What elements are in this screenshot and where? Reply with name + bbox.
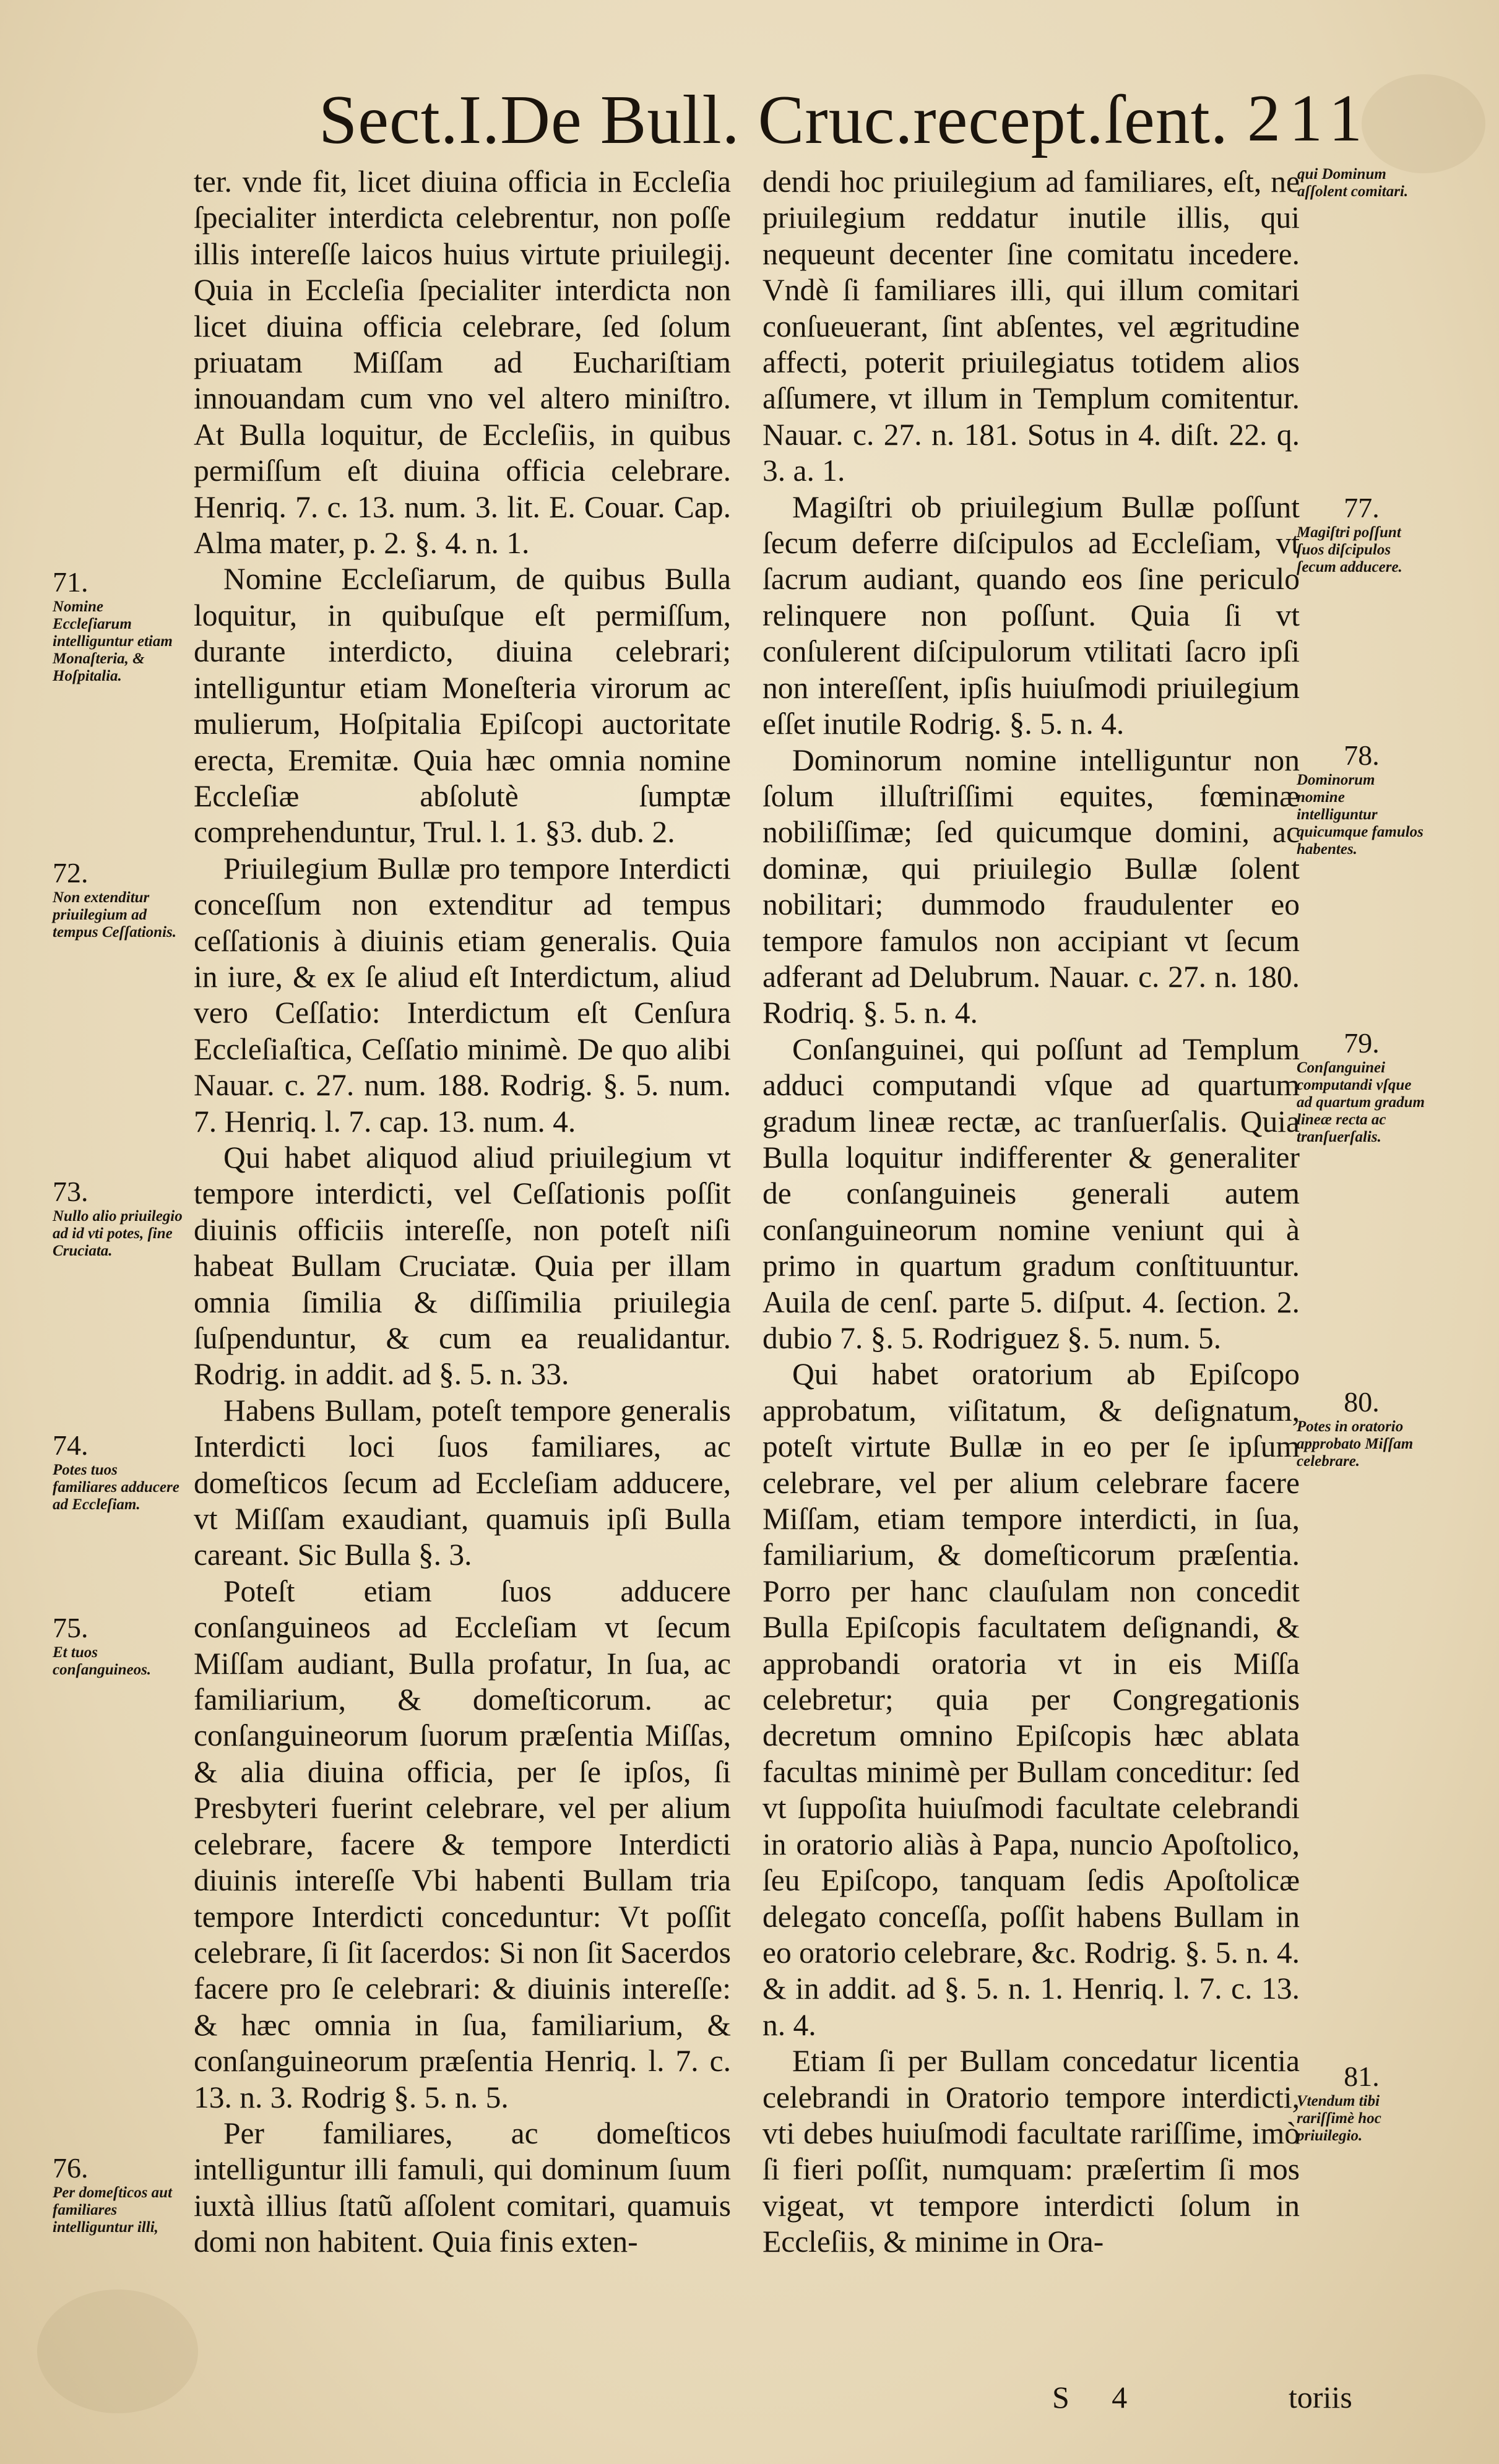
margin-note-text: Non extenditur priuilegium ad tempus Ceſſationis. xyxy=(53,889,177,941)
margin-note xyxy=(1297,2061,1427,2145)
left-column xyxy=(194,164,731,2260)
margin-note-continued: qui Dominum aſſolent comitari. xyxy=(1297,166,1409,200)
section-number: 78. xyxy=(1344,739,1380,771)
right-column xyxy=(762,164,1300,2260)
margin-note xyxy=(1297,1027,1427,1146)
section-number: 81. xyxy=(1344,2061,1380,2092)
margin-note xyxy=(1297,739,1427,858)
catchword: toriis xyxy=(1289,2380,1352,2414)
paragraph: Magiſtri ob priuilegium Bullæ poſſunt ſecum deferre diſcipulos ad Eccleſiam, vt ſacrum audiant, quando eos ſine periculo relinquere non poſſunt. Quia ſi vt conſulerent diſcipulorum vtilitati ſacro ipſi non intereſſent, ipſis huiuſmodi priuilegium eſſet inutile Rodrig. §. 5. n. 4. xyxy=(762,489,1300,741)
paragraph: ter. vnde fit, licet diuina officia in Eccleſia ſpecialiter interdicta celebrentur, non poſſe illis intereſſe laicos huius virtute priuilegij. Quia in Eccleſia ſpecialiter interdicta non licet diuina officia celebrare, ſed ſolum priuatam Miſſam ad Euchariſtiam innouandam cum vno vel altero miniſtro. At Bulla loquitur, de Eccleſiis, in quibus permiſſum eſt diuina officia celebrare. Henriq. 7. c. 13. num. 3. lit. E. Couar. Cap. Alma mater, p. 2. §. 4. n. 1. xyxy=(194,165,731,561)
margin-note-text: Vtendum tibi rariſſimè hoc priuilegio. xyxy=(1297,2093,1381,2144)
paragraph: Priuilegium Bullæ pro tempore Interdicti conceſſum non extenditur ad tempus ceſſationis à diuinis etiam generalis. Quia in iure, & ex ſe aliud eſt Interdictum, aliud vero Ceſſatio: Interdictum eſt Cenſura Eccleſiaſtica, Ceſſatio minimè. De quo alibi Nauar. c. 27. num. 188. Rodrig. §. 5. num. 7. Henriq. l. 7. cap. 13. num. 4. xyxy=(194,851,731,1139)
margin-note xyxy=(53,1176,186,1260)
paragraph: Conſanguinei, qui poſſunt ad Templum adduci computandi vſque ad quartum gradum lineæ rectæ, ac tranſuerſalis. Quia Bulla loquitur indifferenter & generaliter de conſanguineis generali autem conſanguineorum nomine veniunt qui à primo in quartum gradum conſtituuntur. Auila de cenſ. parte 5. diſput. 4. ſection. 2. dubio 7. §. 5. Rodriguez §. 5. num. 5. xyxy=(762,1032,1300,1355)
margin-note-text: Potes tuos familiares adducere ad Eccleſiam. xyxy=(53,1462,179,1513)
section-number: 76. xyxy=(53,2152,89,2184)
section-number: 75. xyxy=(53,1612,89,1643)
margin-note-text: Et tuos conſanguineos. xyxy=(53,1644,152,1678)
margin-note-text: Magiſtri poſſunt ſuos diſcipulos ſecum adducere. xyxy=(1297,524,1402,575)
running-header xyxy=(319,80,1371,161)
signature-mark: S 4 xyxy=(1052,2380,1145,2414)
page-number: 211 xyxy=(1247,82,1371,155)
margin-note-text: Dominorum nomine intelliguntur quicumque famulos habentes. xyxy=(1297,772,1423,858)
margin-note xyxy=(53,566,186,685)
paragraph: Poteſt etiam ſuos adducere conſanguineos ad Eccleſiam vt ſecum Miſſam audiant, Bulla profatur, In ſua, ac familiarium, & domeſticorum. ac conſanguineorum ſuorum præſentia Miſſas, & alia diuina officia, per ſe ipſos, ſi Presbyteri fuerint celebrare, vel per alium celebrare, facere & tempore Interdicti diuinis intereſſe Vbi habenti Bullam tria tempore Interdicti conceduntur: Vt poſſit celebrare, ſi ſit ſacerdos: Si non ſit Sacerdos facere pro ſe celebrari: & diuinis intereſſe: & hæc omnia in ſua, familiarium, & conſanguineorum præſentia Henriq. l. 7. c. 13. n. 3. Rodrig §. 5. n. 5. xyxy=(194,1574,731,2114)
running-title: Sect.I.De Bull. Cruc.recept.ſent. xyxy=(319,82,1229,158)
paper-stain xyxy=(37,2290,198,2413)
section-number: 72. xyxy=(53,857,89,889)
section-number: 74. xyxy=(53,1429,89,1461)
paragraph: Per familiares, ac domeſticos intelliguntur illi famuli, qui dominum ſuum iuxtà illius ſtatũ aſſolent comitari, quamuis domi non habitent. Quia finis exten- xyxy=(194,2116,731,2259)
paragraph: Etiam ſi per Bullam concedatur licentia celebrandi in Oratorio tempore interdicti, vti debes huiuſmodi facultate rariſſime, imò ſi fieri poſſit, numquam: præſertim ſi mos vigeat, vt tempore interdicti ſolum in Eccleſiis, & minime in Ora- xyxy=(762,2044,1300,2259)
margin-note xyxy=(53,1429,186,1514)
paragraph: dendi hoc priuilegium ad familiares, eſt, ne priuilegium reddatur inutile illis, qui nequeunt decenter ſine comitatu incedere. Vndè ſi familiares illi, qui illum comitari conſueuerant, ſint abſentes, vel ægritudine affecti, poterit priuilegiatus totidem alios aſſumere, vt illum in Templum comitentur. Nauar. c. 27. n. 181. Sotus in 4. diſt. 22. q. 3. a. 1. xyxy=(762,165,1300,488)
margin-note-text: Per domeſticos aut familiares intelliguntur illi, xyxy=(53,2184,173,2236)
section-number: 71. xyxy=(53,566,89,598)
margin-note-text: Nomine Eccleſiarum intelliguntur etiam Monaſteria, & Hoſpitalia. xyxy=(53,598,173,684)
paragraph: Nomine Eccleſiarum, de quibus Bulla loquitur, in quibuſque eſt permiſſum, durante interdicto, diuina celebrari; intelliguntur etiam Moneſteria virorum ac mulierum, Hoſpitalia Epiſcopi auctoritate erecta, Eremitæ. Quia hæc omnia nomine Eccleſiæ abſolutè ſumptæ comprehenduntur, Trul. l. 1. §3. dub. 2. xyxy=(194,562,731,850)
paragraph: Qui habet aliquod aliud priuilegium vt tempore interdicti, vel Ceſſationis poſſit diuinis officiis intereſſe, non poteſt niſi habeat Bullam Cruciatæ. Quia per illam omnia ſimilia & diſſimilia priuilegia ſuſpenduntur, & cum ea reualidantur. Rodrig. in addit. ad §. 5. n. 33. xyxy=(194,1140,731,1392)
margin-note-text: Conſanguinei computandi vſque ad quartum gradum lineæ recta ac tranſuerſalis. xyxy=(1297,1059,1425,1145)
paper-stain xyxy=(1362,74,1485,173)
margin-note xyxy=(53,1612,186,1679)
section-number: 80. xyxy=(1344,1386,1380,1418)
section-number: 73. xyxy=(53,1176,89,1207)
margin-note xyxy=(53,857,186,941)
margin-note-text: Potes in oratorio approbato Miſſam celebrare. xyxy=(1297,1418,1414,1470)
margin-note-text: Nullo alio priuilegio ad id vti potes, ſine Cruciata. xyxy=(53,1208,183,1259)
paragraph: Habens Bullam, poteſt tempore generalis Interdicti loci ſuos familiares, ac domeſticos ſecum ad Eccleſiam adducere, vt Miſſam exaudiant, quamuis ipſi Bulla careant. Sic Bulla §. 3. xyxy=(194,1393,731,1572)
paragraph: Qui habet oratorium ab Epiſcopo approbatum, viſitatum, & deſignatum, poteſt virtute Bullæ in eo per ſe ipſum celebrare, vel per alium celebrare facere Miſſam, etiam tempore interdicti, in ſua, familiarium, & domeſticorum præſentia. Porro per hanc clauſulam non concedit Bulla Epiſcopis facultatem deſignandi, & approbandi oratoria vt in eis Miſſa celebretur; quia per Congregationis decretum omnino Epiſcopis hæc ablata facultas minimè per Bullam conceditur: ſed vt ſuppoſita huiuſmodi facultate celebrandi in oratorio aliàs à Papa, nuncio Apoſtolico, ſeu Epiſcopo, tanquam ſedis Apoſtolicæ delegato conceſſa, poſſit habens Bullam in eo oratorio celebrare, &c. Rodrig. §. 5. n. 4. & in addit. ad §. 5. n. 1. Henriq. l. 7. c. 13. n. 4. xyxy=(762,1357,1300,2042)
section-number: 79. xyxy=(1344,1027,1380,1059)
section-number: 77. xyxy=(1344,492,1380,523)
paragraph: Dominorum nomine intelliguntur non ſolum illuſtriſſimi equites, fœminæ nobiliſſimæ; ſed quicumque domini, ac dominæ, qui priuilegio Bullæ ſolent nobilitari; dummodo fraudulenter eo tempore famulos non accipiant vt ſecum adferant ad Delubrum. Nauar. c. 27. n. 180. Rodriq. §. 5. n. 4. xyxy=(762,743,1300,1030)
margin-note xyxy=(1297,1386,1427,1470)
margin-note xyxy=(1297,492,1427,576)
margin-note xyxy=(53,2152,186,2236)
